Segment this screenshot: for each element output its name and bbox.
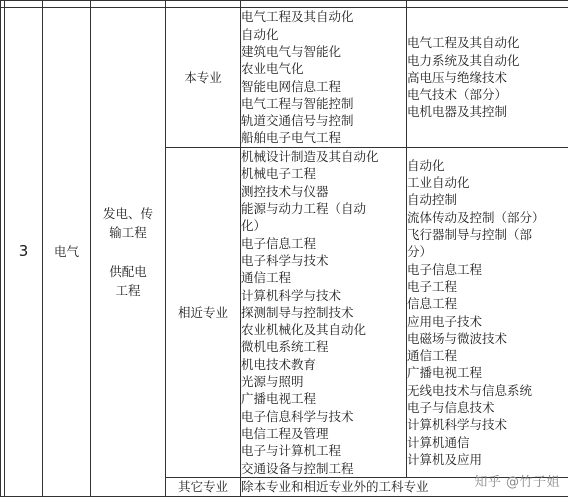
- watermark-text: 知乎 @竹子姐: [474, 471, 560, 490]
- list-item: 交通设备与控制工程: [241, 460, 406, 477]
- list-item: 高电压与绝缘技术: [407, 69, 568, 86]
- list-item: 轨道交通信号与控制: [241, 112, 406, 129]
- area-line: 发电、传: [91, 204, 165, 223]
- core-majors-list-b: [407, 8, 568, 148]
- other-majors-text: 除本专业和相近专业外的工科专业: [241, 478, 568, 497]
- list-item: 广播电视工程: [407, 364, 568, 381]
- list-item: 电机电器及其控制: [407, 103, 568, 120]
- list-item: 能源与动力工程（自动: [241, 200, 406, 217]
- list-item: 智能电网信息工程: [241, 78, 406, 95]
- list-item: 测控技术与仪器: [241, 183, 406, 200]
- list-item: 电力系统及其自动化: [407, 52, 568, 69]
- sector-name: 电气: [43, 8, 91, 497]
- list-item: 广播电视工程: [241, 390, 406, 407]
- list-item: 电气工程及其自动化: [241, 8, 406, 25]
- list-item: 电子信息科学与技术: [241, 408, 406, 425]
- list-item: 飞行器制导与控制（部: [407, 226, 568, 243]
- list-item: 通信工程: [241, 269, 406, 286]
- list-item: 电信工程及管理: [241, 425, 406, 442]
- related-majors-list-a: [241, 148, 407, 478]
- list-item: 分）: [407, 243, 568, 260]
- list-item: 机械设计制造及其自动化: [241, 148, 406, 165]
- table-row-top: [1, 1, 568, 8]
- list-item: 计算机及应用: [407, 451, 568, 468]
- category-core: 本专业: [166, 8, 241, 148]
- work-areas: [91, 8, 166, 497]
- list-item: 电气工程及其自动化: [407, 34, 568, 51]
- list-item: 机电技术教育: [241, 356, 406, 373]
- list-item: 电子与计算机工程: [241, 442, 406, 459]
- list-item: 流体传动及控制（部分）: [407, 209, 568, 226]
- list-item: 微机电系统工程: [241, 338, 406, 355]
- list-item: 建筑电气与智能化: [241, 43, 406, 60]
- list-item: 光源与照明: [241, 373, 406, 390]
- list-item: 电子信息工程: [241, 235, 406, 252]
- list-item: 电子工程: [407, 278, 568, 295]
- list-item: 工业自动化: [407, 174, 568, 191]
- related-majors-list-b: [407, 148, 568, 478]
- area-line: 输工程: [91, 223, 165, 242]
- area-line: 供配电: [91, 262, 165, 281]
- list-item: 无线电技术与信息系统: [407, 382, 568, 399]
- list-item: 电子科学与技术: [241, 252, 406, 269]
- list-item: 电子与信息技术: [407, 399, 568, 416]
- list-item: 电气技术（部分）: [407, 86, 568, 103]
- list-item: 自动化: [241, 26, 406, 43]
- core-majors-list-a: [241, 8, 407, 148]
- list-item: 船舶电子电气工程: [241, 129, 406, 146]
- table-row-core: [1, 8, 568, 148]
- list-item: 自动化: [407, 157, 568, 174]
- list-item: 机械电子工程: [241, 165, 406, 182]
- category-related: 相近专业: [166, 148, 241, 478]
- list-item: 计算机科学与技术: [241, 287, 406, 304]
- list-item: 化）: [241, 217, 406, 234]
- list-item: 电气工程与智能控制: [241, 95, 406, 112]
- list-item: 自动控制: [407, 191, 568, 208]
- list-item: 计算机通信: [407, 434, 568, 451]
- category-other: 其它专业: [166, 478, 241, 497]
- list-item: 农业电气化: [241, 60, 406, 77]
- list-item: 计算机科学与技术: [407, 416, 568, 433]
- list-item: 探测制导与控制技术: [241, 304, 406, 321]
- list-item: 农业机械化及其自动化: [241, 321, 406, 338]
- row-number: 3: [5, 8, 43, 497]
- list-item: 电磁场与微波技术: [407, 330, 568, 347]
- list-item: 应用电子技术: [407, 313, 568, 330]
- area-line: 工程: [91, 281, 165, 300]
- list-item: 电子信息工程: [407, 261, 568, 278]
- list-item: 通信工程: [407, 347, 568, 364]
- list-item: 信息工程: [407, 295, 568, 312]
